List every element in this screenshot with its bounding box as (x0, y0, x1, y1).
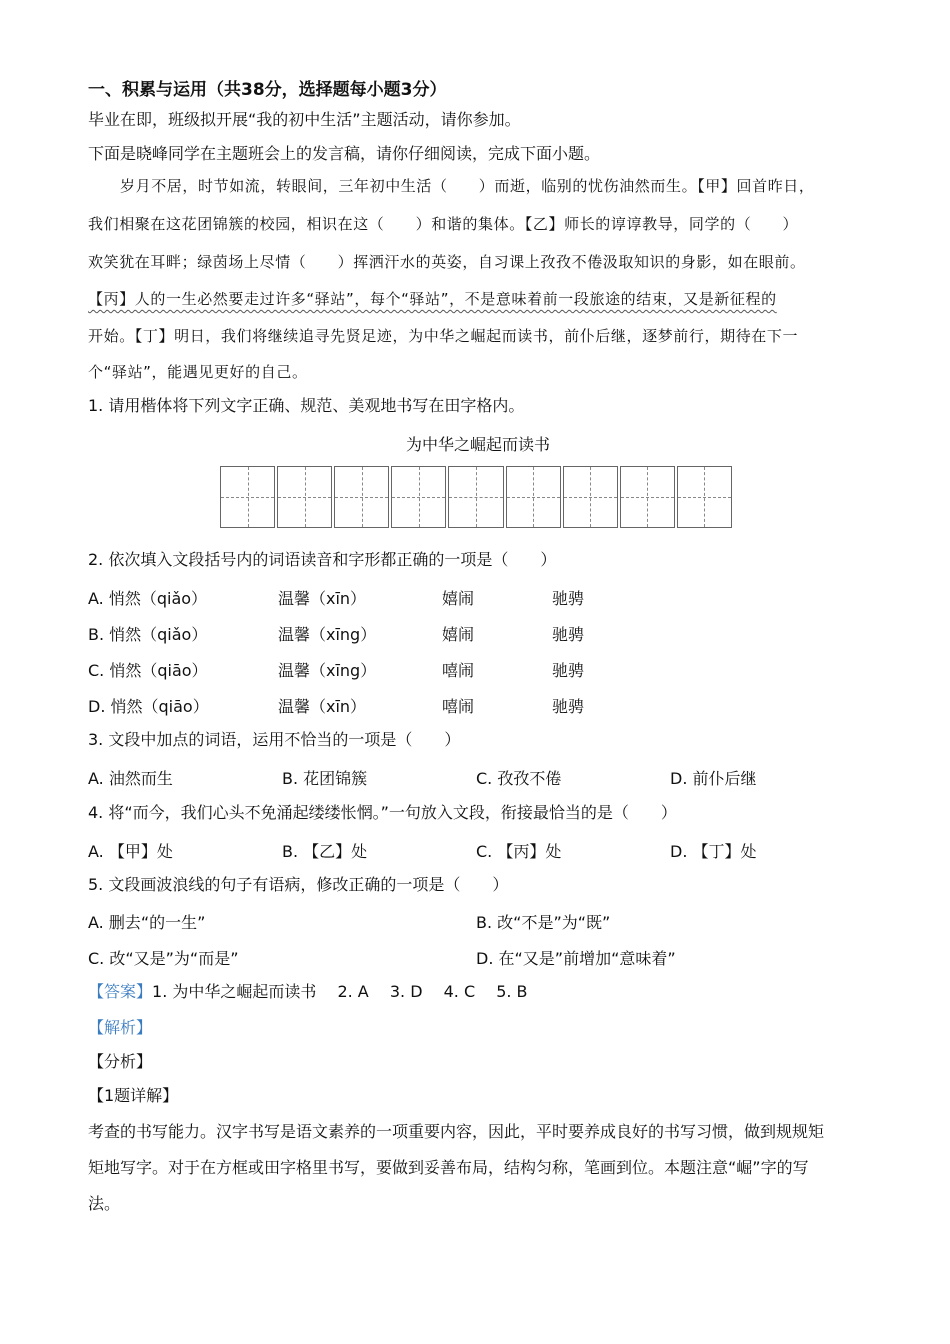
q2-option-a-2: 温馨（xīn） (278, 589, 367, 608)
q4-option-c: C. 【丙】处 (476, 842, 562, 861)
q2-option-b-4: 驰骋 (552, 625, 585, 644)
q3-option-c: C. 孜孜不倦 (476, 769, 562, 788)
detail-label: 【1题详解】 (88, 1086, 179, 1105)
grid-cell[interactable] (334, 466, 389, 528)
q2-option-b-1: B. 悄然（qiǎo） (88, 625, 208, 644)
q3-option-b: B. 花团锦簇 (282, 769, 368, 788)
grid-cell[interactable] (677, 466, 732, 528)
analysis-sub-label: 【分析】 (88, 1052, 153, 1071)
detail-line-3: 法。 (88, 1194, 121, 1213)
q5-option-c: C. 改“又是”为“而是” (88, 949, 239, 968)
question-1: 1. 请用楷体将下列文字正确、规范、美观地书写在田字格内。 (88, 396, 525, 415)
q3-option-a: A. 油然而生 (88, 769, 173, 788)
passage-line-2: 我们相聚在这花团锦簇的校园，相识在这（ ）和谐的集体。【乙】师长的谆谆教导，同学的（ ） (88, 215, 799, 233)
q2-option-d-4: 驰骋 (552, 697, 585, 716)
q4-option-b: B. 【乙】处 (282, 842, 368, 861)
q2-option-c-1: C. 悄然（qiāo） (88, 661, 208, 680)
question-5: 5. 文段画波浪线的句子有语病，修改正确的一项是（ ） (88, 875, 509, 894)
passage-line-6: 个“驿站”，能遇见更好的自己。 (88, 363, 308, 381)
question-4: 4. 将“而今，我们心头不免涌起缕缕怅惘。”一句放入文段，衔接最恰当的是（ ） (88, 803, 677, 822)
analysis-label: 【解析】 (88, 1018, 153, 1037)
q5-option-a: A. 删去“的一生” (88, 913, 206, 932)
grid-cell[interactable] (506, 466, 561, 528)
q2-option-c-3: 嘻闹 (442, 661, 475, 680)
answer-label: 【答案】 (88, 982, 153, 1001)
q2-option-d-1: D. 悄然（qiāo） (88, 697, 209, 716)
grid-cell[interactable] (448, 466, 503, 528)
grid-cell[interactable] (391, 466, 446, 528)
q2-option-a-1: A. 悄然（qiǎo） (88, 589, 208, 608)
q2-option-a-4: 驰骋 (552, 589, 585, 608)
q2-option-d-2: 温馨（xīn） (278, 697, 367, 716)
q5-option-b: B. 改“不是”为“既” (476, 913, 611, 932)
q4-option-d: D. 【丁】处 (670, 842, 757, 861)
grid-cell[interactable] (277, 466, 332, 528)
grid-cell[interactable] (563, 466, 618, 528)
section-title: 一、积累与运用（共38分，选择题每小题3分） (88, 80, 447, 100)
passage-line-4: 【丙】人的一生必然要走过许多“驿站”，每个“驿站”，不是意味着前一段旅途的结束，又是新征程的 (88, 290, 777, 308)
q2-option-d-3: 嘻闹 (442, 697, 475, 716)
grid-cell[interactable] (220, 466, 275, 528)
answer-line (88, 982, 528, 1002)
detail-line-1: 考查的书写能力。汉字书写是语文素养的一项重要内容，因此，平时要养成良好的书写习惯，做到规规矩 (88, 1122, 825, 1141)
tianzige-grid[interactable] (220, 466, 732, 528)
passage-line-5: 开始。【丁】明日，我们将继续追寻先贤足迹，为中华之崛起而读书，前仆后继，逐梦前行，期待在下一 (88, 327, 799, 345)
intro-line-2: 下面是晓峰同学在主题班会上的发言稿，请你仔细阅读，完成下面小题。 (88, 144, 601, 163)
passage-line-1: 岁月不居，时节如流，转眼间，三年初中生活（ ）而逝，临别的忧伤油然而生。【甲】回首昨日， (120, 177, 815, 195)
q2-option-c-4: 驰骋 (552, 661, 585, 680)
grid-cell[interactable] (620, 466, 675, 528)
q1-copy-text: 为中华之崛起而读书 (405, 435, 550, 454)
q4-option-a: A. 【甲】处 (88, 842, 173, 861)
q3-option-d: D. 前仆后继 (670, 769, 757, 788)
q2-option-b-2: 温馨（xīng） (278, 625, 377, 644)
q5-option-d: D. 在“又是”前增加“意味着” (476, 949, 676, 968)
q2-option-a-3: 嬉闹 (442, 589, 475, 608)
question-3: 3. 文段中加点的词语，运用不恰当的一项是（ ） (88, 730, 461, 749)
q2-option-c-2: 温馨（xīng） (278, 661, 377, 680)
answer-text: 1. 为中华之崛起而读书 2. A 3. D 4. C 5. B (152, 982, 528, 1001)
intro-line-1: 毕业在即，班级拟开展“我的初中生活”主题活动，请你参加。 (88, 110, 521, 129)
passage-line-3: 欢笑犹在耳畔；绿茵场上尽情（ ）挥洒汗水的英姿，自习课上孜孜不倦汲取知识的身影，如在眼前。 (88, 253, 806, 271)
detail-line-2: 矩地写字。对于在方框或田字格里书写，要做到妥善布局，结构匀称，笔画到位。本题注意“崛”字的写 (88, 1158, 809, 1177)
question-2: 2. 依次填入文段括号内的词语读音和字形都正确的一项是（ ） (88, 550, 557, 569)
q2-option-b-3: 嬉闹 (442, 625, 475, 644)
